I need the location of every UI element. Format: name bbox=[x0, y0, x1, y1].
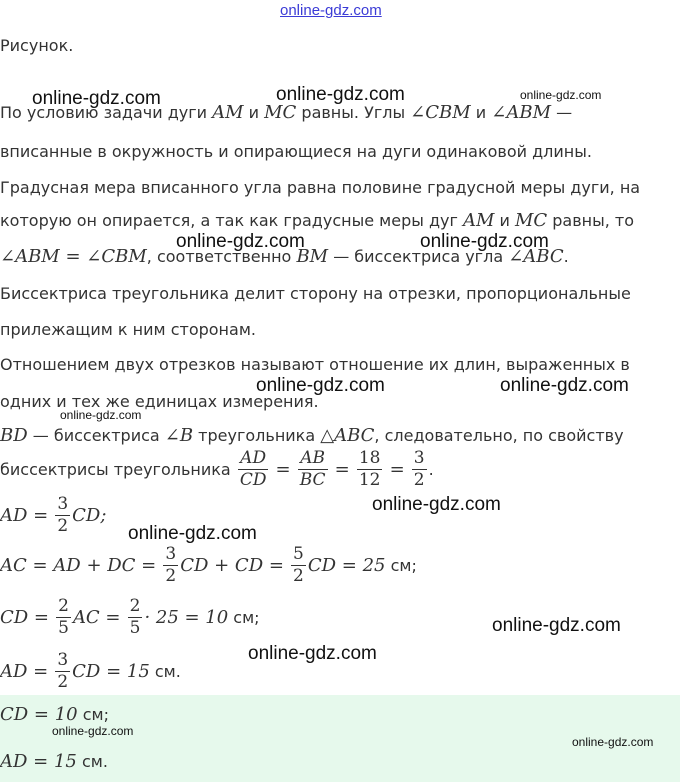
fraction-3-2: $\frac{3}{2}$ bbox=[413, 450, 425, 490]
watermark: online-gdz.com bbox=[256, 375, 385, 396]
equation-2: AC = AD + DC = $\frac{3}{2}$ CD + CD = $\frac{5}{2}$ CD = 25 см; bbox=[0, 544, 417, 586]
equation-4: AD = $\frac{3}{2}$ CD = 15 см. bbox=[0, 652, 181, 692]
answer-line-2: AD = 15 см. bbox=[0, 751, 108, 772]
watermark: online-gdz.com bbox=[128, 523, 257, 544]
answer-line-1: CD = 10 см; bbox=[0, 704, 109, 725]
heading-figure: Рисунок. bbox=[0, 36, 74, 55]
fraction-eq2-2: $\frac{5}{2}$ bbox=[293, 544, 304, 586]
paragraph-5-line-2: биссектрисы треугольника $\frac{AD}{CD}$ = $\frac{AB}{BC}$ = $\frac{18}{12}$ = $\frac{3}{2}$ . bbox=[0, 450, 434, 490]
paragraph-3-line-1: Биссектриса треугольника делит сторону на отрезки, пропорциональные bbox=[0, 284, 631, 303]
paragraph-2-line-2: которую он опирается, а так как градусные меры дуг AM и MC равны, то bbox=[0, 210, 635, 231]
paragraph-3-line-2: прилежащим к ним сторонам. bbox=[0, 320, 256, 339]
equation-3: CD = $\frac{2}{5}$ AC = $\frac{2}{5}$ · 25 = 10 см; bbox=[0, 596, 260, 638]
watermark: online-gdz.com bbox=[572, 735, 654, 749]
fraction-eq2-1: $\frac{3}{2}$ bbox=[165, 544, 177, 586]
paragraph-2-line-3: ∠ABM = ∠CBM, соответственно BM — биссектриса угла ∠ABC. bbox=[0, 246, 569, 267]
equation-1: AD = $\frac{3}{2}$ CD; bbox=[0, 494, 107, 536]
paragraph-2-line-1: Градусная мера вписанного угла равна половине градусной меры дуги, на bbox=[0, 178, 641, 197]
fraction-eq3-1: $\frac{2}{5}$ bbox=[58, 596, 69, 638]
paragraph-4-line-1: Отношением двух отрезков называют отношение их длин, выраженных в bbox=[0, 355, 630, 374]
watermark: online-gdz.com bbox=[248, 643, 377, 664]
fraction-18-12: $\frac{18}{12}$ bbox=[358, 450, 381, 490]
fraction-ad-cd: $\frac{AD}{CD}$ bbox=[239, 450, 267, 490]
fraction-eq4: $\frac{3}{2}$ bbox=[57, 652, 69, 692]
watermark: online-gdz.com bbox=[276, 84, 405, 105]
paragraph-1-line-1: По условию задачи дуги AM и MC равны. Углы ∠CBM и ∠ABM — bbox=[0, 102, 573, 123]
watermark: online-gdz.com bbox=[520, 88, 602, 102]
fraction-eq3-2: $\frac{2}{5}$ bbox=[129, 596, 141, 638]
watermark: online-gdz.com bbox=[420, 231, 549, 252]
watermark: online-gdz.com bbox=[176, 231, 305, 252]
watermark: online-gdz.com bbox=[372, 494, 501, 515]
site-link[interactable]: online-gdz.com bbox=[280, 2, 382, 19]
watermark: online-gdz.com bbox=[32, 88, 161, 109]
paragraph-1-line-2: вписанные в окружность и опирающиеся на дуги одинаковой длины. bbox=[0, 142, 592, 161]
watermark: online-gdz.com bbox=[500, 375, 629, 396]
watermark: online-gdz.com bbox=[492, 615, 621, 636]
watermark: online-gdz.com bbox=[60, 408, 142, 422]
paragraph-4-line-2: одних и тех же единицах измерения. bbox=[0, 392, 319, 411]
watermark: online-gdz.com bbox=[52, 724, 134, 738]
paragraph-5-line-1: BD — биссектриса ∠B треугольника △ABC, следовательно, по свойству bbox=[0, 425, 624, 446]
fraction-ab-bc: $\frac{AB}{BC}$ bbox=[299, 450, 326, 490]
fraction-eq1: $\frac{3}{2}$ bbox=[57, 494, 69, 536]
